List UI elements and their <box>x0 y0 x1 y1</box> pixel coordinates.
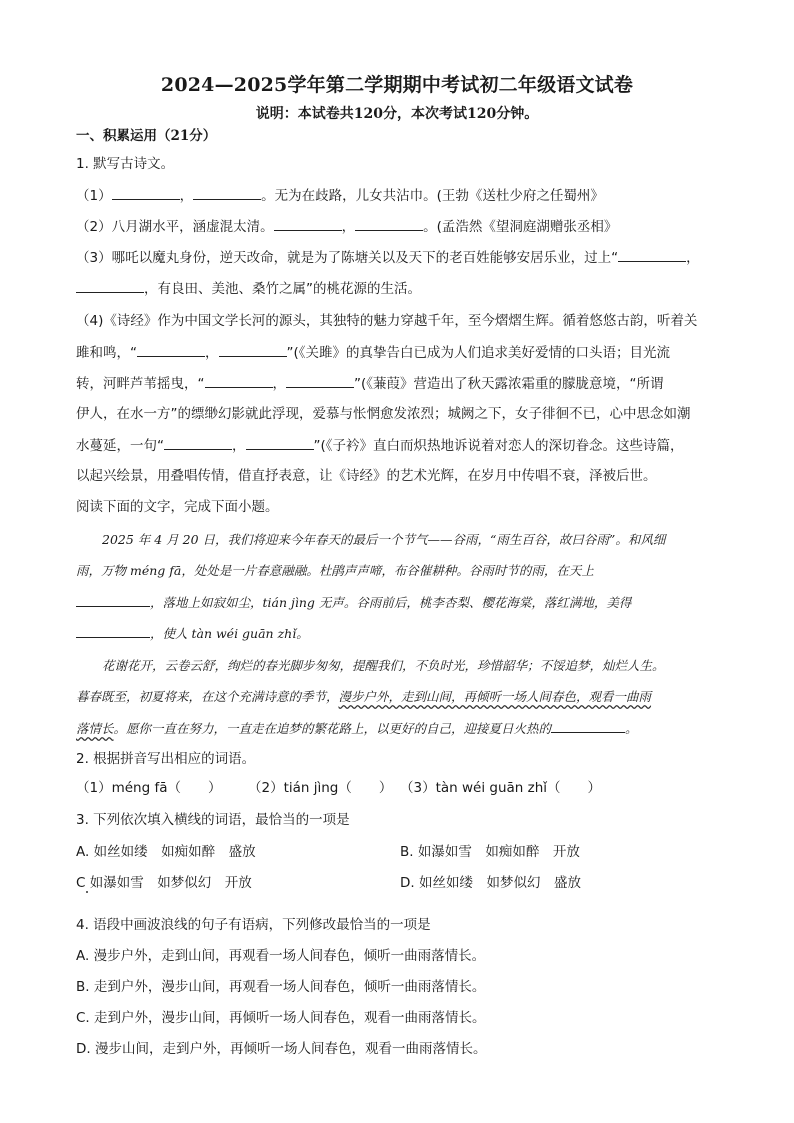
q1-part4-sep: ， <box>232 438 246 454</box>
q4-option-a[interactable]: A. 漫步户外，走到山间，再观看一场人间春色，倾听一曲雨落情长。 <box>76 948 486 964</box>
q1-part3-line1 <box>76 247 700 268</box>
q3-option-c[interactable]: C 如瀑如雪 如梦似幻 开放 <box>76 875 252 891</box>
passage-line <box>76 623 309 644</box>
q1-part4-line5 <box>76 435 684 456</box>
answer-blank[interactable] <box>76 278 144 293</box>
answer-blank[interactable] <box>137 342 205 357</box>
q1-part3-text: （3）哪吒以魔丸身份，逆天改命，就是为了陈塘关以及天下的老百姓能够安居乐业，过上“ <box>76 250 619 266</box>
reading-intro: 阅读下面的文字，完成下面小题。 <box>76 499 279 515</box>
answer-blank[interactable] <box>76 592 150 607</box>
answer-blank[interactable] <box>193 185 261 200</box>
q1-part3-line2 <box>76 278 421 299</box>
passage-text: 暮春既至，初夏将来，在这个充满诗意的季节， <box>76 689 339 704</box>
passage-line <box>76 592 631 613</box>
wavy-underlined-sentence: 落情长 <box>76 721 114 736</box>
stray-dot <box>86 891 88 893</box>
q1-part4-line3 <box>76 373 664 394</box>
answer-blank[interactable] <box>164 435 232 450</box>
q1-part4-text: ”(《子衿》直白而炽热地诉说着对恋人的深切眷念。这些诗篇， <box>313 438 684 454</box>
answer-blank[interactable] <box>76 623 150 638</box>
q1-stem: 1. 默写古诗文。 <box>76 156 175 172</box>
q1-part4-sep: ， <box>205 345 219 361</box>
q1-part4-text: ”(《关雎》的真挚告白已成为人们追求美好爱情的口头语；目光流 <box>286 345 671 361</box>
q3-option-d[interactable]: D. 如丝如缕 如梦似幻 盛放 <box>400 875 581 891</box>
passage-line: 雨，万物 méng fā，处处是一片春意融融。杜鹃声声啼，布谷催耕种。谷雨时节的雨，在天上 <box>76 563 594 578</box>
q1-part2-sep: ， <box>341 219 356 235</box>
q3-option-a[interactable]: A. 如丝如缕 如痴如醉 盛放 <box>76 844 256 860</box>
q4-stem: 4. 语段中画波浪线的句子有语病，下列修改最恰当的一项是 <box>76 917 431 933</box>
q1-part2 <box>76 216 617 237</box>
q2-item-3: （3）tàn wéi guān zhǐ（ ） <box>400 780 602 796</box>
q1-part4-line2 <box>76 342 670 363</box>
q1-part4-line6: 以起兴绘景，用叠唱传情，借直抒表意，让《诗经》的艺术光辉，在岁月中传唱不衰，泽被后世。 <box>76 468 657 484</box>
q1-part1-text: 。无为在歧路，儿女共沾巾。(王勃《送杜少府之任蜀州》 <box>261 188 604 204</box>
q1-part2-text: （2）八月湖水平，涵虚混太清。 <box>76 219 274 235</box>
q1-part1-label: （1） <box>76 188 112 204</box>
q2-stem: 2. 根据拼音写出相应的词语。 <box>76 751 256 767</box>
passage-line <box>76 687 651 707</box>
wavy-underlined-sentence: 漫步户外，走到山间，再倾听一场人间春色，观看一曲雨 <box>338 689 652 704</box>
q4-option-c[interactable]: C. 走到户外，漫步山间，再倾听一场人间春色，观看一曲雨落情长。 <box>76 1010 486 1026</box>
answer-blank[interactable] <box>551 718 625 733</box>
q1-part4-line4: 伊人，在水一方”的缥缈幻影就此浮现，爱慕与怅惘愈发浓烈；城阙之下，女子徘徊不已，心中思念如潮 <box>76 406 691 422</box>
q1-part4-text: 转，河畔芦苇摇曳，“ <box>76 376 205 392</box>
section-heading: 一、积累运用（21分） <box>76 128 217 144</box>
q1-part3-text2: ，有良田、美池、桑竹之属”的桃花源的生活。 <box>144 281 421 297</box>
answer-blank[interactable] <box>219 342 287 357</box>
passage-line: 2025 年 4 月 20 日，我们将迎来今年春天的最后一个节气——谷雨，“雨生百谷，故曰谷雨”。和风细 <box>102 532 666 547</box>
passage-text: 。愿你一直在努力，一直走在追梦的繁花路上，以更好的自己，迎接夏日火热的 <box>113 721 552 736</box>
passage-text: 。 <box>625 721 638 736</box>
passage-text: ，落地上如寂如尘，tián jìng 无声。谷雨前后，桃李杏梨、樱花海棠，落红满地，美得 <box>150 595 632 610</box>
passage-line: 花谢花开，云卷云舒，绚烂的春光脚步匆匆，提醒我们，不负时光，珍惜韶华；不馁追梦，灿烂人生。 <box>102 658 665 673</box>
answer-blank[interactable] <box>205 373 273 388</box>
answer-blank[interactable] <box>246 435 314 450</box>
answer-blank[interactable] <box>286 373 354 388</box>
passage-text: ，使人 tàn wéi guān zhǐ。 <box>150 626 309 641</box>
q4-option-d[interactable]: D. 漫步山间，走到户外，再倾听一场人间春色，观看一曲雨落情长。 <box>76 1041 487 1057</box>
q1-part1-sep: ， <box>179 188 194 204</box>
q1-part4-text: 水蔓延，一句“ <box>76 438 164 454</box>
page-title: 2024—2025学年第二学期期中考试初二年级语文试卷 <box>160 74 634 96</box>
passage-line <box>76 718 638 739</box>
answer-blank[interactable] <box>618 247 686 262</box>
answer-blank[interactable] <box>112 185 180 200</box>
q2-item-2: （2）tián jìng（ ） <box>248 780 393 796</box>
answer-blank[interactable] <box>274 216 342 231</box>
q1-part1 <box>76 185 604 206</box>
q1-part4-text: 雎和鸣，“ <box>76 345 137 361</box>
q1-part4-text: ”(《蒹葭》营造出了秋天露浓霜重的朦胧意境，“所谓 <box>354 376 664 392</box>
exam-note: 说明：本试卷共120分，本次考试120分钟。 <box>255 106 539 122</box>
q3-option-b[interactable]: B. 如瀑如雪 如痴如醉 开放 <box>400 844 580 860</box>
q2-item-1: （1）méng fā（ ） <box>76 780 222 796</box>
q1-part4-sep: ， <box>272 376 286 392</box>
q1-part2-source: 。(孟浩然《望洞庭湖赠张丞相》 <box>423 219 618 235</box>
q1-part3-sep: ， <box>686 250 700 266</box>
q3-stem: 3. 下列依次填入横线的词语，最恰当的一项是 <box>76 812 350 828</box>
q4-option-b[interactable]: B. 走到户外，漫步山间，再观看一场人间春色，倾听一曲雨落情长。 <box>76 979 486 995</box>
answer-blank[interactable] <box>355 216 423 231</box>
q1-part4-line1: （4)《诗经》作为中国文学长河的源头，其独特的魅力穿越千年，至今熠熠生辉。循着悠悠古韵，听着关 <box>76 313 698 329</box>
